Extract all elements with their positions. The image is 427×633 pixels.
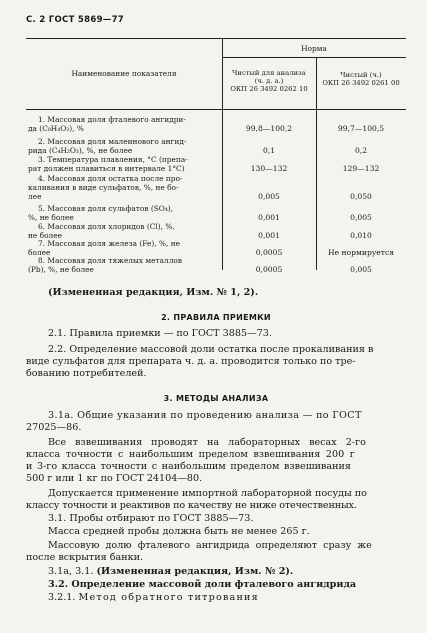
para-3-1a-line-1: 3.1а. Общие указания по проведению анализа — по ГОСТ [48, 410, 362, 421]
weighing-line-3: и 3-го класса точности с наибольшим пределом взвешивания [26, 461, 351, 472]
table-row-indicator: 4. Массовая доля остатка после про- каливания в виде сульфатов, %, не бо- лее [28, 174, 183, 202]
table-cell-chda: 0,1 [262, 146, 276, 156]
weighing-line-1: Все взвешивания проводят на лабораторных весах 2-го [48, 437, 366, 448]
table-row-indicator: 1. Массовая доля фталевого ангидри- да (C₈H₄O₃), % [28, 115, 186, 134]
table-cell-ch: 0,2 [354, 146, 368, 156]
table-cell-ch: 129—132 [342, 164, 380, 174]
table-cell-chda: 0,0005 [255, 265, 283, 275]
phthalic-line-2: после вскрытия банки. [26, 552, 144, 563]
table-cell-chda: 0,005 [258, 192, 280, 202]
table-row-indicator: 6. Массовая доля хлоридов (Cl), %, не более [28, 222, 175, 241]
table-row-indicator: 3. Температура плавления, °С (препа- рат должен плавиться в интервале 1°С) [28, 155, 188, 174]
table-cell-ch: 0,050 [350, 192, 372, 202]
table-row-indicator: 2. Массовая доля малеинового ангид- рида (C₄H₂O₃), %, не более [28, 137, 187, 156]
table-top-rule [26, 38, 406, 39]
col-ch-header: Чистый (ч.) ОКП 26 3492 0261 00 [322, 71, 400, 87]
revision-note-2: 3.1а, 3.1. (Измененная редакция, Изм. № 2). [48, 566, 294, 577]
table-row-indicator: 7. Массовая доля железа (Fe), %, не более [28, 239, 180, 258]
import-line-1: Допускается применение импортной лабораторной посуды по [48, 488, 367, 499]
table-cell-ch: 0,005 [350, 265, 372, 275]
table-cell-chda: 99,8—100,2 [245, 124, 293, 134]
section-3-heading: 3. МЕТОДЫ АНАЛИЗА [163, 394, 269, 403]
table-cell-ch: Не нормируется [327, 248, 395, 258]
table-norm-rule [222, 57, 406, 58]
table-cell-chda: 0,001 [258, 213, 280, 223]
table-cell-ch: 0,010 [350, 231, 372, 241]
para-3-2-heading: 3.2. Определение массовой доли фталевого ангидрида [48, 579, 357, 590]
table-cell-chda: 0,001 [258, 231, 280, 241]
import-line-2: классу точности и реактивов по качеству не ниже отечественных. [26, 500, 357, 511]
table-cell-ch: 99,7—100,5 [337, 124, 385, 134]
indicator-header: Наименование показателя [71, 69, 177, 78]
para-3-2-1-heading: 3.2.1. Метод обратного титрования [48, 592, 259, 603]
phthalic-line-1: Массовую долю фталевого ангидрида определяют сразу же [48, 540, 372, 551]
table-cell-chda: 0,0005 [255, 248, 283, 258]
table-row-indicator: 8. Массовая доля тяжелых металлов (Pb), %, не более [28, 256, 183, 275]
weighing-line-4: 500 г или 1 кг по ГОСТ 24104—80. [26, 473, 203, 484]
section-2-heading: 2. ПРАВИЛА ПРИЕМКИ [161, 313, 271, 322]
para-2-2-line-2: виде сульфатов для препарата ч. д. а. проводится только по тре- [26, 356, 356, 367]
table-row-indicator: 5. Массовая доля сульфатов (SO₄), %, не более [28, 204, 174, 223]
table-header-rule [26, 109, 406, 110]
para-2-2-line-1: 2.2. Определение массовой доли остатка после прокаливания в [48, 344, 374, 355]
norm-header: Норма [301, 44, 327, 53]
para-2-2-line-3: бованию потребителей. [26, 368, 147, 379]
table-cell-chda: 130—132 [250, 164, 288, 174]
para-2-1: 2.1. Правила приемки — по ГОСТ 3885—73. [48, 328, 272, 339]
para-3-1: 3.1. Пробы отбирают по ГОСТ 3885—73. [48, 513, 254, 524]
col-chda-header: Чистый для анализа (ч. д. а.) ОКП 26 3492 0262 10 [230, 69, 308, 93]
para-3-1a-line-2: 27025—86. [26, 422, 82, 433]
revision-note-1: (Измененная редакция, Изм. № 1, 2). [48, 287, 259, 298]
sample-mass: Масса средней пробы должна быть не менее 265 г. [48, 526, 310, 537]
table-cell-ch: 0,005 [350, 213, 372, 223]
weighing-line-2: класса точности с наибольшим пределом взвешивания 200 г [26, 449, 355, 460]
page-header: С. 2 ГОСТ 5869—77 [26, 15, 125, 25]
